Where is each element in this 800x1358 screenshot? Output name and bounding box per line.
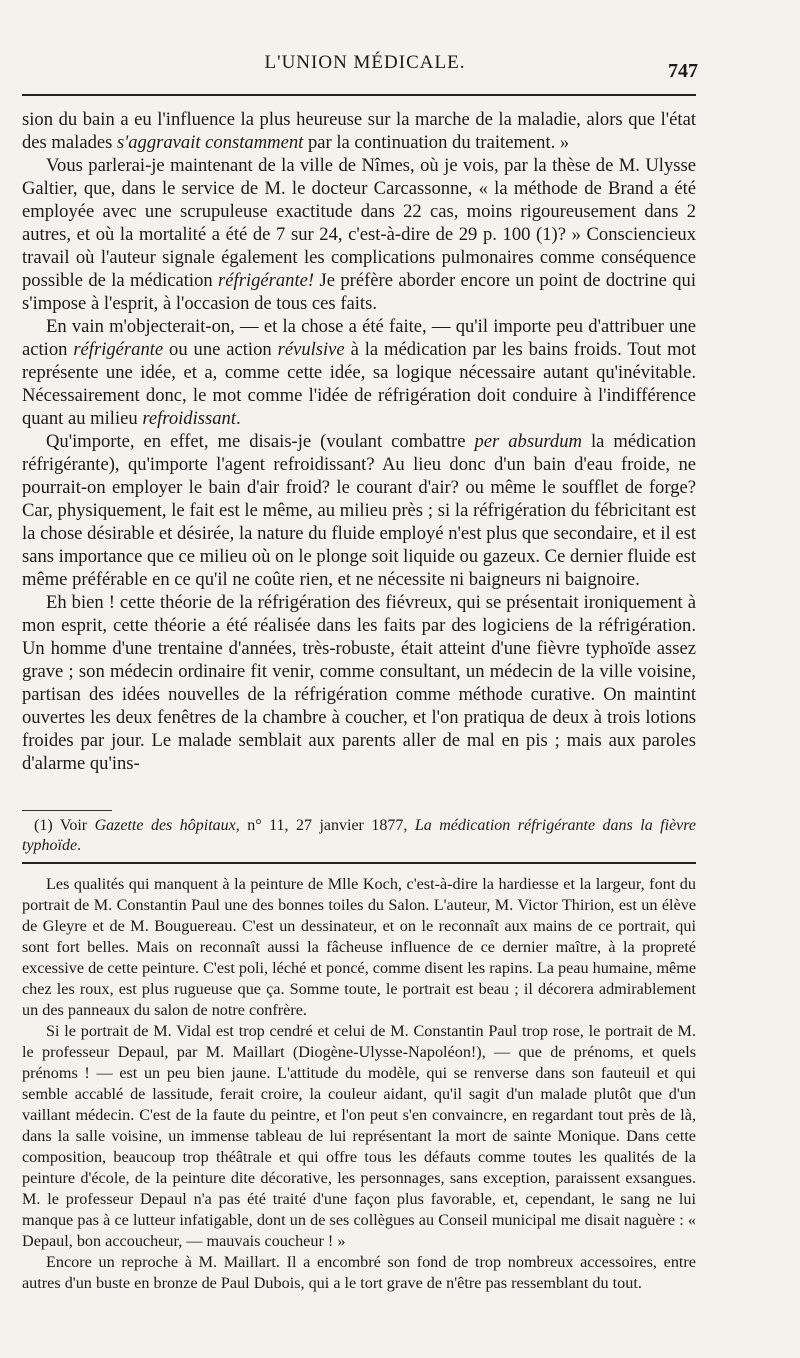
text-run: Eh bien ! cette théorie de la réfrigération des fiévreux, qui se présentait ironiquement à mon esprit, cette théorie a été réalisée dans les faits par des logiciens de la réfrigération. Un homme d'une trentaine d'années, très-robuste, était atteint d'une fièvre typhoïde assez grave ; son médecin ordinaire fit venir, comme consultant, un médecin de la ville voisine, partisan des idées nouvelles de la réfrigération comme méthode curative. On maintint ouvertes les deux fenêtres de la chambre à coucher, et l'on pratiqua de deux à trois lotions froides par jour. Le malade semblait aux parents aller de mal en pis ; mais aux paroles d'alarme qu'ins- [22, 592, 696, 774]
paragraph [22, 591, 696, 775]
feuilleton-text [22, 874, 696, 1294]
text-run: Vous parlerai-je maintenant de la ville de Nîmes, où je vois, par la thèse de M. Ulysse Galtier, que, dans le service de M. le docteur Carcassonne, « la méthode de Brand a été employée avec une scrupuleuse exactitude dans 22 cas, moins rigoureusement dans 2 autres, et où la mortalité a été de 7 sur 24, c'est-à-dire de 29 p. 100 (1)? » Consciencieux travail où l'auteur signale également les complications pulmonaires comme conséquence possible de la médication [22, 155, 696, 291]
italic-text: s'aggravait constamment [117, 132, 304, 153]
italic-text: réfrigérante [73, 339, 164, 360]
italic-text: refroidissant [142, 408, 236, 429]
main-text [22, 108, 696, 775]
running-header: L'UNION MÉDICALE. [264, 52, 466, 73]
paragraph [22, 108, 696, 154]
paragraph: Les qualités qui manquent à la peinture de Mlle Koch, c'est-à-dire la hardiesse et la largeur, font du portrait de M. Constantin Paul une des bonnes toiles du Salon. L'auteur, M. Victor Thirion, est un élève de Gleyre et de M. Bouguereau. C'est un dessinateur, et on le reconnaît aux mains de ce portrait, qui sont fort belles. Mais on reconnaît aussi la fâcheuse influence de ce dernier maître, à la propreté excessive de cette peinture. C'est poli, léché et poncé, comme disent les rapins. La peau humaine, même chez les roux, est plus rugueuse que ça. Somme toute, le portrait est beau ; il décorera admirablement un des panneaux du salon de notre confrère. [22, 875, 697, 1019]
page-number: 747 [668, 60, 698, 82]
italic-text: Gazette des hôpitaux [94, 817, 236, 834]
text-run: . [77, 837, 82, 854]
paragraph [22, 154, 696, 315]
italic-text: révulsive [277, 339, 345, 360]
paragraph [22, 315, 696, 430]
italic-text: per absurdum [474, 431, 582, 452]
footnote-rule [22, 810, 112, 811]
text-run: sion du bain a eu l'influence la plus heureuse sur la marche de la maladie, alors que l'état des malades [22, 109, 696, 153]
italic-text: réfrigérante! [218, 270, 315, 291]
italic-text: La médication réfrigérante dans la fièvre typhoïde [22, 817, 697, 854]
paragraph: Si le portrait de M. Vidal est trop cendré et celui de M. Constantin Paul trop rose, le portrait de M. le professeur Depaul, par M. Maillart (Diogène-Ulysse-Napoléon!), — que de prénoms, et quels prénoms ! — est un peu bien jaune. L'attitude du modèle, qui se renverse dans son fauteuil et qui semble accablé de lassitude, ferait croire, la couleur aidant, qu'il sagit d'un malade plutôt que d'un vaillant médecin. C'est de la faute du peintre, et l'on peut s'en convaincre, en regardant tout près de là, dans la salle voisine, un immense tableau de lui représentant la mort de sainte Monique. Dans cette composition, beaucoup trop théâtrale et qui offre tous les défauts comme toutes les qualités de la peinture d'école, de la peinture dite décorative, les personnages, sans exception, paraissent exsangues. M. le professeur Depaul n'a pas été traité d'une façon plus favorable, et, cependant, le sang ne lui manque pas à ce lutteur infatigable, dont un de ses collègues au Conseil municipal me disait naguère : « Depaul, bon accoucheur, — mauvais coucheur ! » [22, 1022, 696, 1250]
text-run: (1) Voir [34, 817, 95, 834]
paragraph [22, 430, 696, 591]
footnote [22, 816, 696, 856]
text-run: . [236, 408, 241, 429]
text-run: Qu'importe, en effet, me disais-je (voulant combattre [46, 431, 475, 452]
text-run: par la continuation du traitement. » [303, 132, 570, 153]
text-run: Je préfère aborder encore un point de doctrine qui s'impose à l'esprit, à l'occasion de tous ces faits. [22, 270, 696, 314]
feuilleton-separator [22, 862, 696, 864]
text-run: la médication réfrigérante), qu'importe l'agent refroidissant? Au lieu donc d'un bain d'eau froide, ne pourrait-on employer le bain d'air froid? le courant d'air? ou même le soufflet de forge? Car, physiquement, le fait est le même, au milieu près ; si la réfrigération du fébricitant est la chose désirable et désirée, la nature du fluide employé n'est plus que secondaire, et il est sans importance que ce milieu où on le plonge soit liquide ou gazeux. Ce dernier fluide est même préférable en ce qu'il ne coûte rien, et ne nécessite ni baigneurs ni baignoire. [22, 431, 696, 590]
text-run: à la médication par les bains froids. Tout mot représente une idée, et a, comme cette idée, sa logique nécessaire autant qu'inévitable. Nécessairement donc, le mot comme l'idée de réfrigération doit conduire à l'indifférence quant au milieu [22, 339, 696, 429]
header-rule [22, 94, 696, 96]
text-run: En vain m'objecterait-on, — et la chose a été faite, — qu'il importe peu d'attribuer une action [22, 316, 696, 360]
paragraph: Encore un reproche à M. Maillart. Il a encombré son fond de trop nombreux accessoires, entre autres d'un buste en bronze de Paul Dubois, qui a le tort grave de n'être pas ressemblant du tout. [22, 1253, 696, 1292]
text-run: , n° 11, 27 janvier 1877, [235, 817, 415, 834]
text-run: ou une action [163, 339, 278, 360]
